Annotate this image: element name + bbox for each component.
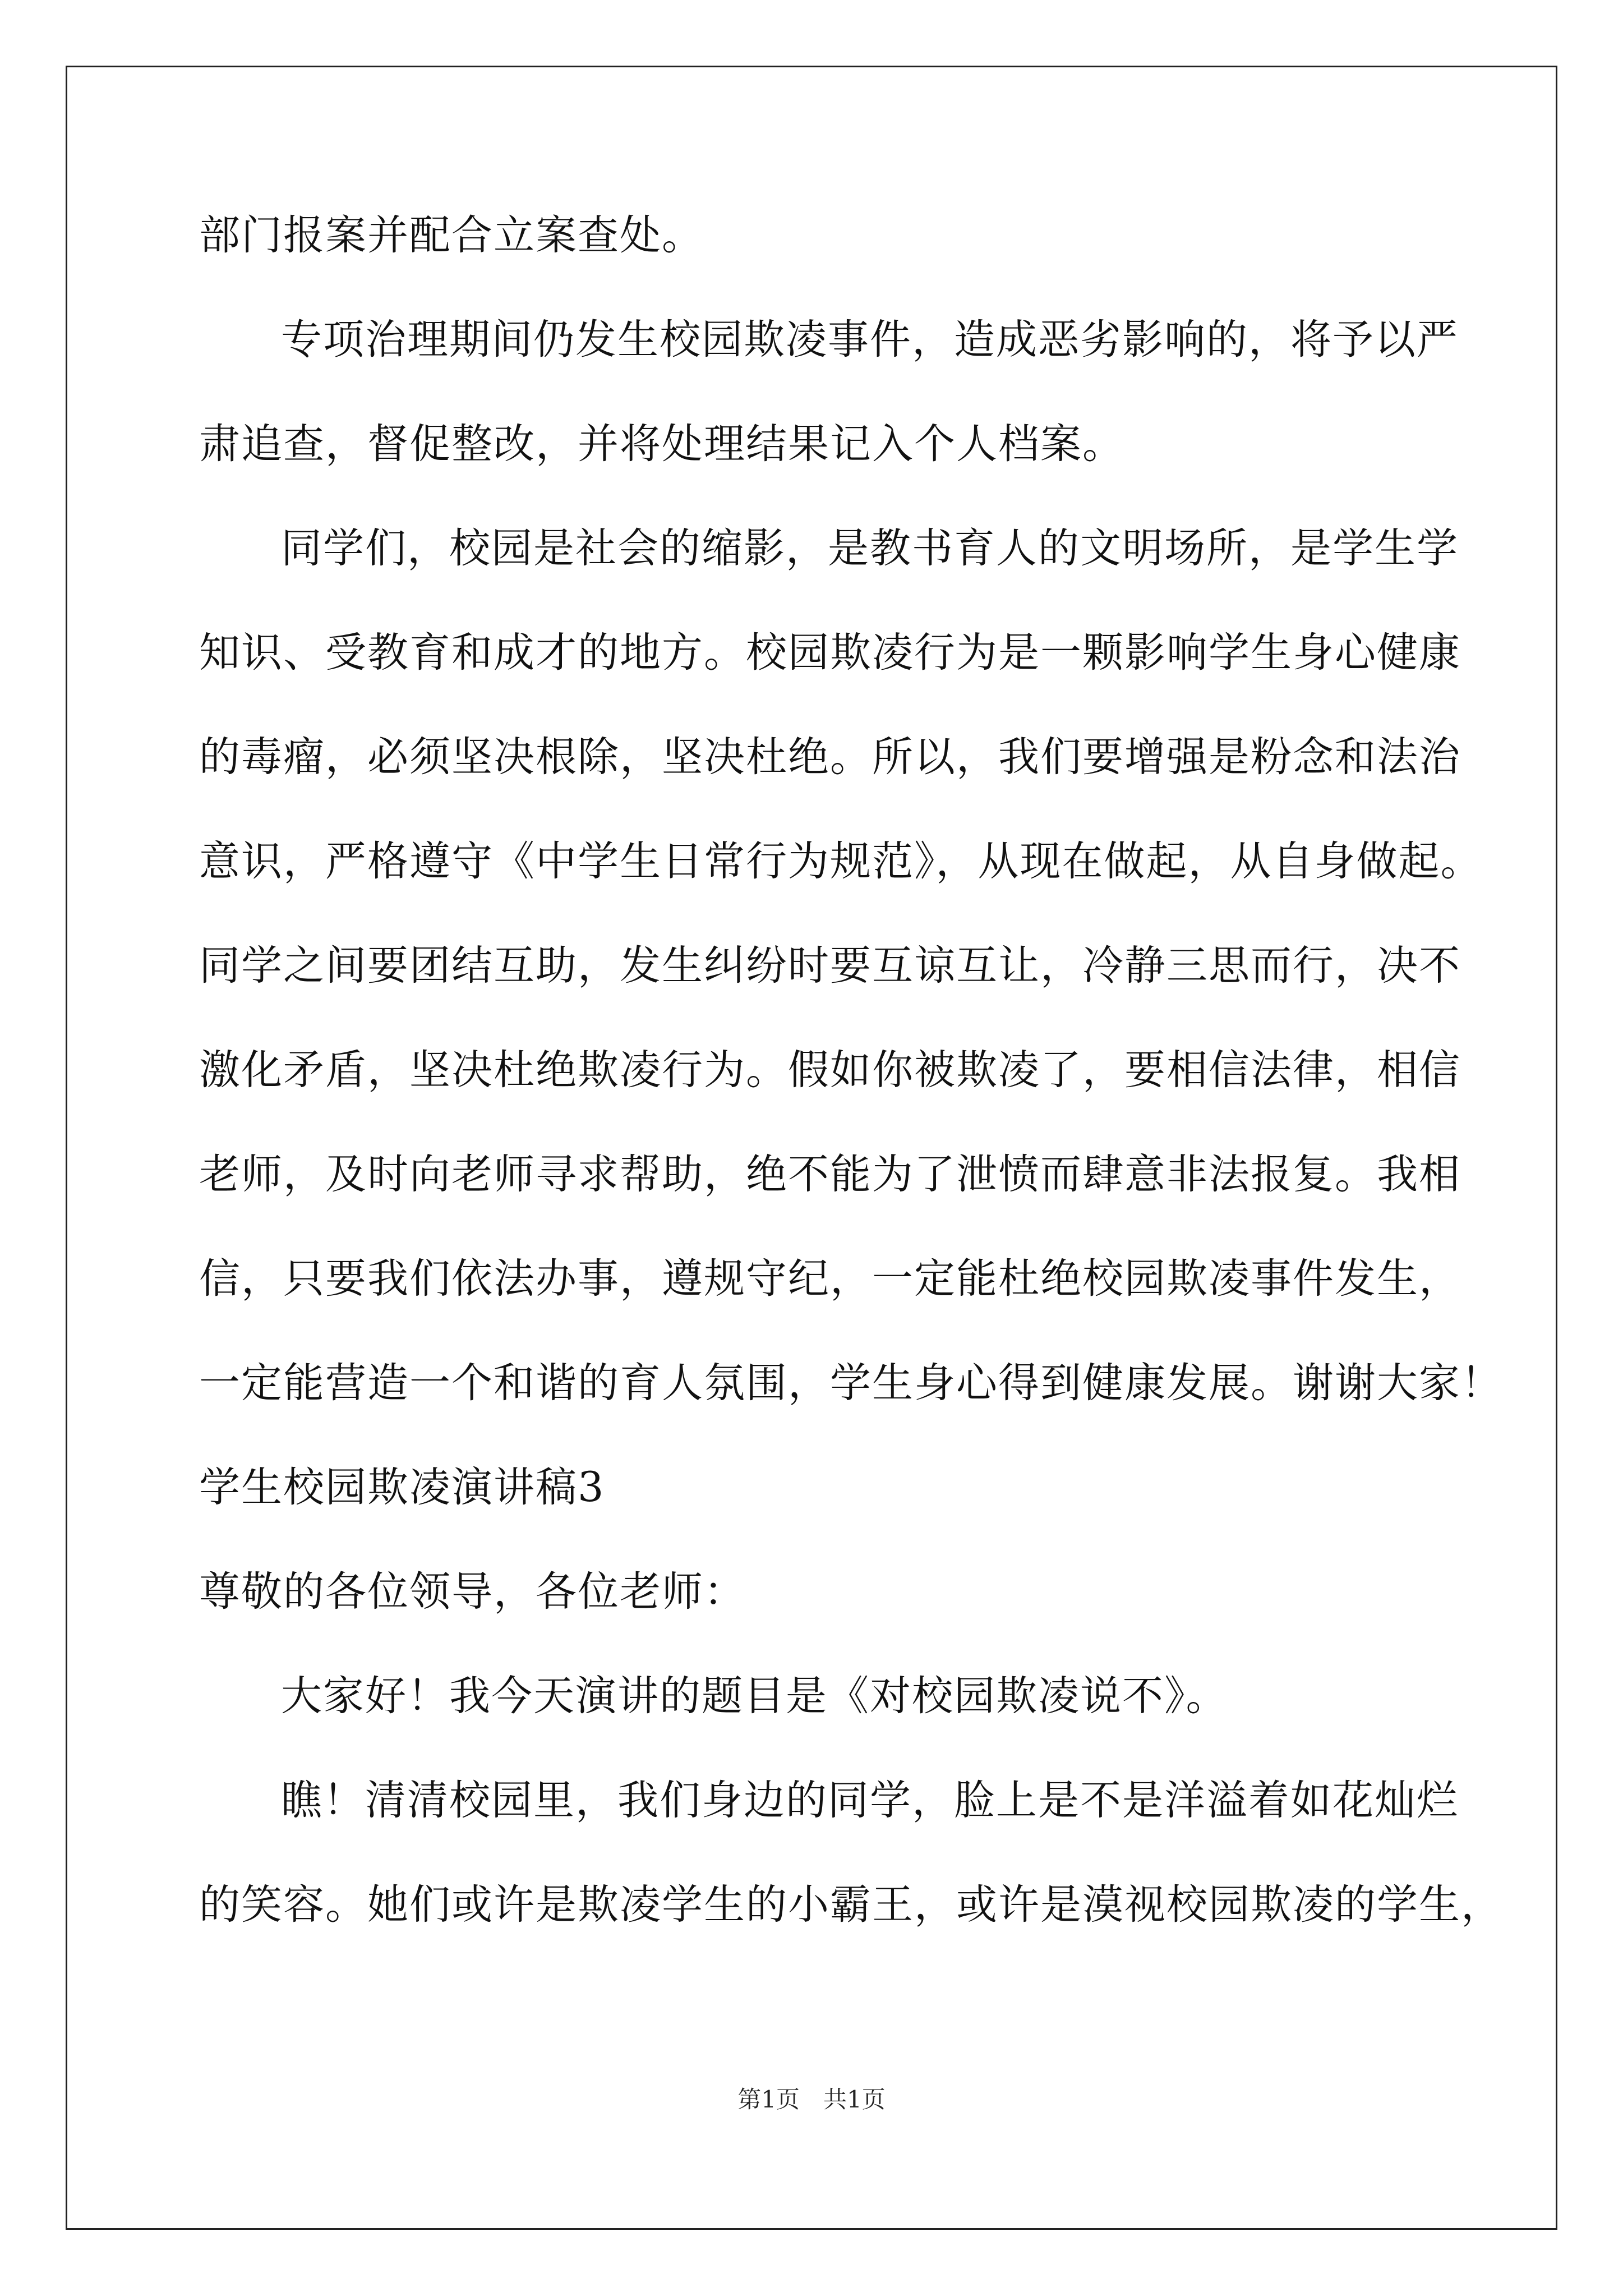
text-line: 知识、受教育和成才的地方。校园欺凌行为是一颗影响学生身心健康 — [199, 629, 1461, 677]
text-line: 部门报案并配合立案查处。 — [199, 211, 704, 259]
text-line: 意识，严格遵守《中学生日常行为规范》，从现在做起，从自身做起。 — [199, 838, 1483, 885]
text-line: 同学之间要团结互助，发生纠纷时要互谅互让，冷静三思而行，决不 — [199, 942, 1461, 990]
paragraph-line: 专项治理期间仍发生校园欺凌事件，造成恶劣影响的，将予以严 — [281, 316, 1459, 364]
text-line: 肃追查，督促整改，并将处理结果记入个人档案。 — [199, 420, 1124, 468]
paragraph-line: 同学们，校园是社会的缩影，是教书育人的文明场所，是学生学 — [281, 524, 1459, 572]
paragraph-line: 瞧！清清校园里，我们身边的同学，脸上是不是洋溢着如花灿烂 — [281, 1777, 1459, 1824]
text-line: 一定能营造一个和谐的育人氛围，学生身心得到健康发展。谢谢大家！ — [199, 1359, 1503, 1407]
paragraph-line: 大家好！我今天演讲的题目是《对校园欺凌说不》。 — [281, 1672, 1228, 1720]
text-line: 信，只要我们依法办事，遵规守纪，一定能杜绝校园欺凌事件发生， — [199, 1255, 1461, 1303]
page-footer: 第1页 共1页 — [737, 2086, 886, 2113]
text-line: 激化矛盾，坚决杜绝欺凌行为。假如你被欺凌了，要相信法律，相信 — [199, 1046, 1461, 1094]
salutation-line: 尊敬的各位领导，各位老师： — [199, 1568, 746, 1616]
text-line: 老师，及时向老师寻求帮助，绝不能为了泄愤而肆意非法报复。我相 — [199, 1151, 1461, 1198]
text-line: 的毒瘤，必须坚决根除，坚决杜绝。所以，我们要增强是粉念和法治 — [199, 733, 1461, 781]
text-line: 的笑容。她们或许是欺凌学生的小霸王，或许是漠视校园欺凌的学生， — [199, 1881, 1503, 1929]
section-heading: 学生校园欺凌演讲稿3 — [199, 1464, 605, 1511]
